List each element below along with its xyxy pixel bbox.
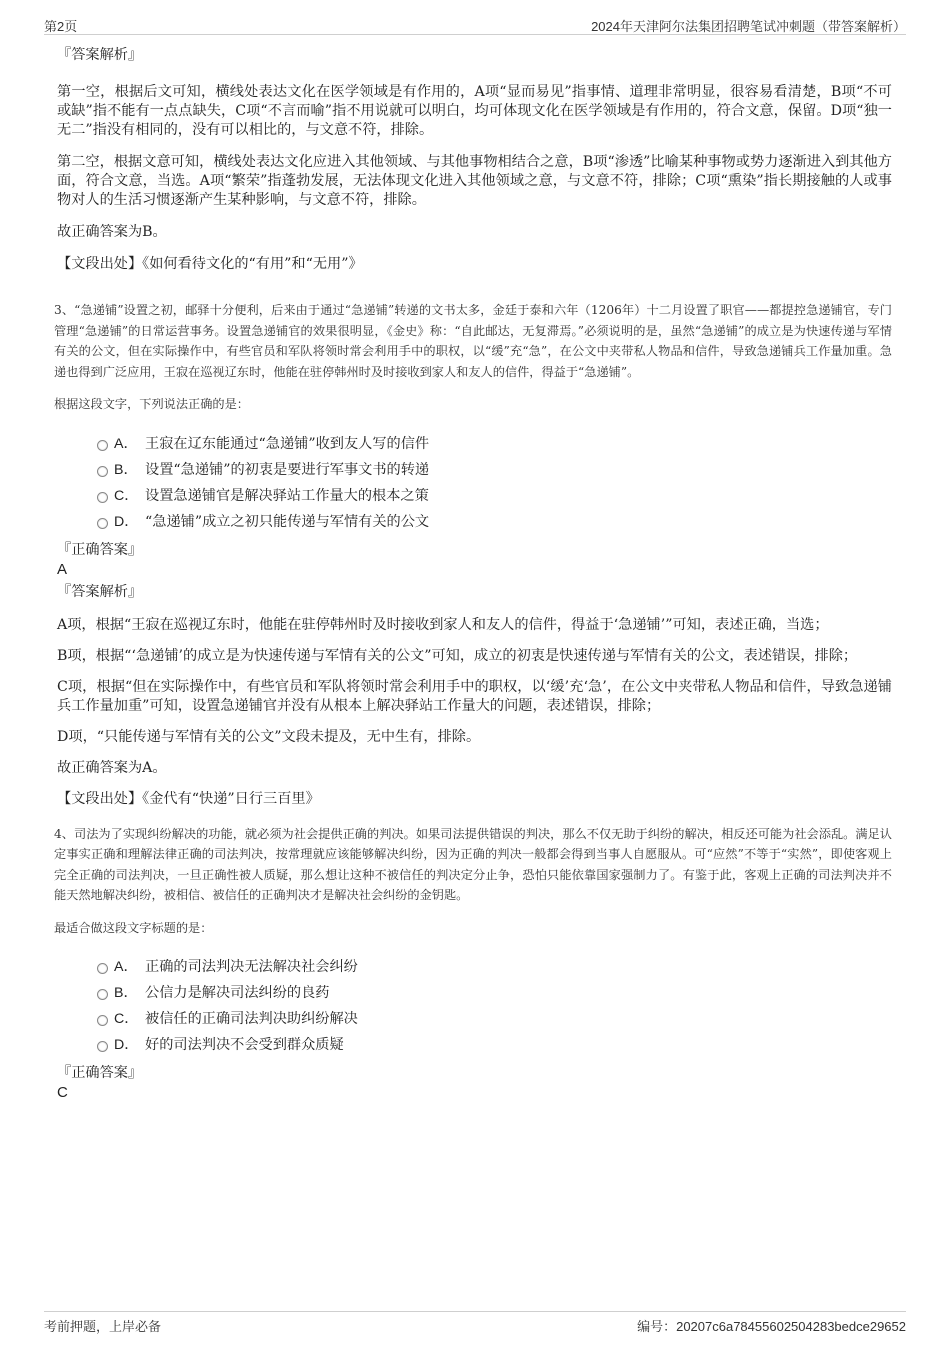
- q3-question: 根据这段文字，下列说法正确的是：: [54, 397, 249, 411]
- q2-analysis-p1: 第一空，根据后文可知，横线处表达文化在医学领域是有作用的，A项“显而易见”指事情、道理非常明显，很容易看清楚，B项“不可或缺”指不能有一点点缺失，C项“不言而喻”指不用说就可以明白，均可体现文化在医学领域是有作用的，符合文意，保留。D项“独一无二”指没有相同的，没有可以相比的，与文意不符，排除。: [57, 84, 892, 138]
- page-number: 第2页: [44, 19, 78, 34]
- document-id: 编号：20207c6a78455602504283bedce29652: [637, 1319, 906, 1334]
- q3-analysis-d: D项，“只能传递与军情有关的公文”文段未提及，无中生有，排除。: [57, 728, 481, 745]
- radio-icon[interactable]: [97, 518, 108, 529]
- radio-icon[interactable]: [97, 492, 108, 503]
- q3-option-a[interactable]: A． 王寂在辽东能通过“急递铺”收到友人写的信件: [57, 431, 892, 457]
- radio-icon[interactable]: [97, 989, 108, 1000]
- page-content: [54, 44, 892, 1102]
- q4-option-b[interactable]: B． 公信力是解决司法纠纷的良药: [57, 980, 892, 1006]
- q4-question: 最适合做这段文字标题的是：: [54, 920, 213, 935]
- q4-answer: C: [57, 1084, 68, 1101]
- radio-icon[interactable]: [97, 1015, 108, 1026]
- q2-analysis-p2: 第二空，根据文意可知，横线处表达文化应进入其他领域、与其他事物相结合之意，B项“渗透”比喻某种事物或势力逐渐进入到其他方面，符合文意，当选。A项“繁荣”指蓬勃发展，无法体现文化进入其他领域之意，与文意不符，排除；C项“熏染”指长期接触的人或事物对人的生活习惯逐渐产生某种影响，与文意不符，排除。: [57, 154, 892, 208]
- q2-analysis-tag: 『答案解析』: [57, 47, 143, 63]
- q3-source: 【文段出处】《金代有“快递”日行三百里》: [57, 790, 320, 807]
- q3-analysis-tag: 『答案解析』: [57, 583, 143, 600]
- q3-options: [57, 431, 892, 535]
- q2-conclusion: 故正确答案为B。: [57, 224, 167, 240]
- q3-option-b[interactable]: B． 设置“急递铺”的初衷是要进行军事文书的转递: [57, 457, 892, 483]
- radio-icon[interactable]: [97, 1041, 108, 1052]
- q3-option-d[interactable]: D． “急递铺”成立之初只能传递与军情有关的公文: [57, 509, 892, 535]
- footer-slogan: 考前押题，上岸必备: [44, 1319, 162, 1334]
- page-footer: [44, 1311, 906, 1334]
- page-header: [44, 14, 906, 35]
- q3-analysis-b: B项，根据“‘急递铺’的成立是为快速传递与军情有关的公文”可知，成立的初衷是快速传递与军情有关的公文，表述错误，排除；: [57, 647, 858, 664]
- q4-passage: 4、司法为了实现纠纷解决的功能，就必须为社会提供正确的判决。如果司法提供错误的判决，那么不仅无助于纠纷的解决，相反还可能为社会添乱。满足认定事实正确和理解法律正确的司法判决，按常理就应该能够解决纠纷，因为正确的判决一般都会得到当事人自愿服从。可“应然”不等于“实然”，即使客观上完全正确的司法判决，一旦正确性被人质疑，那么想让这种不被信任的判决定分止争，恐怕只能依靠国家强制力了。有鉴于此，客观上正确的司法判决并不能天然地解决纠纷，被相信、被信任的正确判决才是解决社会纠纷的金钥匙。: [54, 826, 892, 902]
- document-title: 2024年天津阿尔法集团招聘笔试冲刺题（带答案解析）: [591, 19, 906, 34]
- q4-option-a[interactable]: A． 正确的司法判决无法解决社会纠纷: [57, 954, 892, 980]
- q3-passage: 3、“急递铺”设置之初，邮驿十分便利，后来由于通过“急递铺”转递的文书太多，金廷于泰和六年（1206年）十二月设置了职官——都提控急递铺官，专门管理“急递铺”的日常运营事务。设置急递铺官的效果很明显，《金史》称：“自此邮达，无复滞焉。”必须说明的是，虽然“急递铺”的成立是为快速传递与军情有关的公文，但在实际操作中，有些官员和军队将领时常会利用手中的职权，以“缓”充“急”，在公文中夹带私人物品和信件，导致急递铺兵工作量加重。急递也得到广泛应用，王寂在巡视辽东时，他能在驻停韩州时及时接收到家人和友人的信件，得益于“急递铺”。: [54, 303, 892, 379]
- q3-conclusion: 故正确答案为A。: [57, 759, 167, 776]
- q4-options: [57, 954, 892, 1058]
- q3-answer: A: [57, 560, 68, 578]
- q3-answer-tag: 『正确答案』: [57, 541, 143, 558]
- radio-icon[interactable]: [97, 466, 108, 477]
- q3-analysis-a: A项，根据“王寂在巡视辽东时，他能在驻停韩州时及时接收到家人和友人的信件，得益于‘急递铺’”可知，表述正确，当选；: [57, 616, 829, 633]
- q3-analysis-c: C项，根据“但在实际操作中，有些官员和军队将领时常会利用手中的职权，以‘缓’充‘急’，在公文中夹带私人物品和信件，导致急递铺兵工作量加重”可知，设置急递铺官并没有从根本上解决驿站工作量大的问题，表述错误，排除；: [57, 678, 892, 714]
- q2-source: 【文段出处】《如何看待文化的“有用”和“无用”》: [57, 256, 363, 272]
- q4-option-c[interactable]: C． 被信任的正确司法判决助纠纷解决: [57, 1006, 892, 1032]
- radio-icon[interactable]: [97, 440, 108, 451]
- radio-icon[interactable]: [97, 963, 108, 974]
- q4-answer-tag: 『正确答案』: [57, 1065, 143, 1081]
- q4-option-d[interactable]: D． 好的司法判决不会受到群众质疑: [57, 1032, 892, 1058]
- q3-option-c[interactable]: C． 设置急递铺官是解决驿站工作量大的根本之策: [57, 483, 892, 509]
